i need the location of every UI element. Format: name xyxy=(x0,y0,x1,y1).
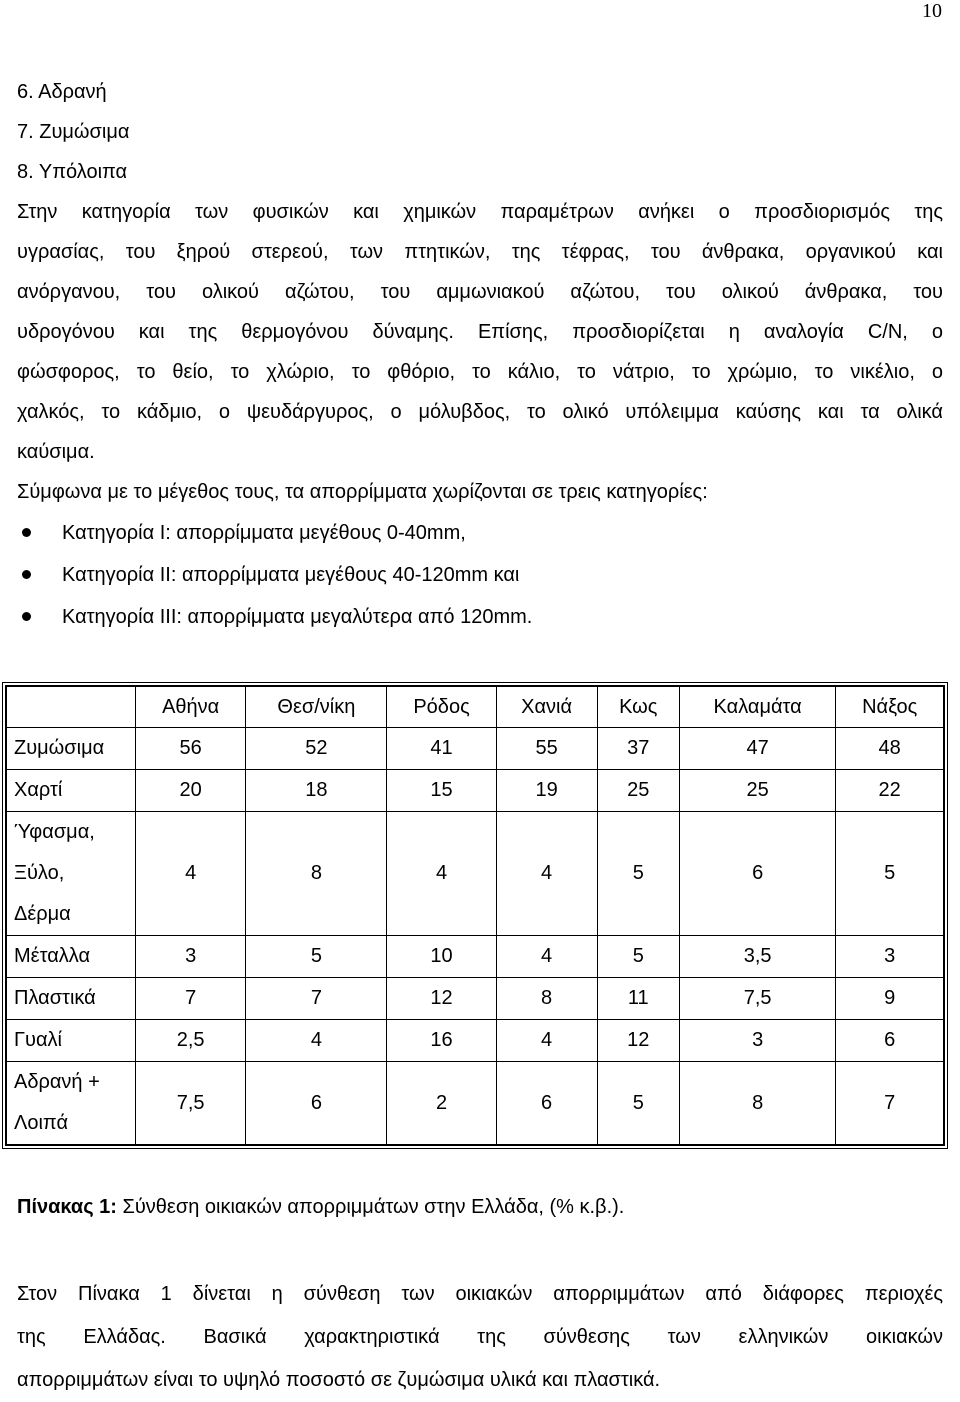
document-body xyxy=(17,72,943,638)
table-row xyxy=(6,770,944,812)
paragraph-line: υγρασίας, του ξηρού στερεού, των πτητικών, της τέφρας, του άνθρακα, οργανικού και xyxy=(17,241,943,263)
category-item xyxy=(17,512,943,554)
table-cell: 15 xyxy=(387,770,496,812)
row-label-line: Ύφασμα, xyxy=(14,821,95,843)
row-label xyxy=(6,770,136,812)
table-cell: 4 xyxy=(246,1020,387,1062)
category-text: Κατηγορία Ι: απορρίμματα μεγέθους 0-40mm, xyxy=(62,522,466,544)
table-cell: 12 xyxy=(597,1020,679,1062)
row-label-line: Ζυμώσιμα xyxy=(14,737,105,759)
row-label xyxy=(6,812,136,936)
paragraph-line: της Ελλάδας. Βασικά χαρακτηριστικά της σύνθεσης των ελληνικών οικιακών xyxy=(17,1326,943,1348)
paragraph-line: καύσιμα. xyxy=(17,441,95,463)
table-cell: 2 xyxy=(387,1062,496,1146)
category-item xyxy=(17,596,943,638)
table-cell: 47 xyxy=(679,728,835,770)
table-cell: 4 xyxy=(496,936,597,978)
list-item: 7. Ζυμώσιμα xyxy=(17,121,130,143)
table-cell: 3 xyxy=(836,936,944,978)
table-cell: 3 xyxy=(679,1020,835,1062)
table-cell: 22 xyxy=(836,770,944,812)
paragraph-line: υδρογόνου και της θερμογόνου δύναμης. Επίσης, προσδιορίζεται η αναλογία C/N, ο xyxy=(17,321,943,343)
row-label-line: Ξύλο, xyxy=(14,862,65,884)
row-label-line: Χαρτί xyxy=(14,779,63,801)
table-cell: 25 xyxy=(597,770,679,812)
table-cell: 8 xyxy=(496,978,597,1020)
table-caption xyxy=(17,1196,624,1219)
table-row xyxy=(6,1062,944,1146)
table-cell: 19 xyxy=(496,770,597,812)
table-cell: 6 xyxy=(246,1062,387,1146)
table-cell: 9 xyxy=(836,978,944,1020)
paragraph-size-intro: Σύμφωνα με το μέγεθος τους, τα απορρίμματα χωρίζονται σε τρεις κατηγορίες: xyxy=(17,481,708,503)
row-label-line: Πλαστικά xyxy=(14,987,96,1009)
bullet-icon xyxy=(22,612,31,621)
table-cell: 2,5 xyxy=(136,1020,246,1062)
table-cell: 5 xyxy=(836,812,944,936)
table-cell: 16 xyxy=(387,1020,496,1062)
table-cell: 5 xyxy=(597,812,679,936)
table-cell: 4 xyxy=(496,812,597,936)
table-cell: 56 xyxy=(136,728,246,770)
row-label xyxy=(6,728,136,770)
table-cell: 6 xyxy=(679,812,835,936)
paragraph-line: απορριμμάτων είναι το υψηλό ποσοστό σε ζυμώσιμα υλικά και πλαστικά. xyxy=(17,1369,661,1391)
row-label-line: Λοιπά xyxy=(14,1112,69,1134)
table-cell: 48 xyxy=(836,728,944,770)
table-cell: 4 xyxy=(387,812,496,936)
paragraph-parameters xyxy=(17,192,943,472)
caption-label: Πίνακας 1: xyxy=(17,1196,117,1218)
category-list xyxy=(17,512,943,638)
table-cell: 6 xyxy=(496,1062,597,1146)
row-label-line: Γυαλί xyxy=(14,1029,62,1051)
bullet-icon xyxy=(22,570,31,579)
table-cell: 7,5 xyxy=(136,1062,246,1146)
paragraph-line: ανόργανου, του ολικού αζώτου, του αμμωνιακού αζώτου, του ολικού άνθρακα, του xyxy=(17,281,943,303)
table-cell: 18 xyxy=(246,770,387,812)
column-header: Κως xyxy=(597,686,679,728)
category-text: Κατηγορία ΙΙΙ: απορρίμματα μεγαλύτερα από 120mm. xyxy=(62,606,533,628)
list-item: 6. Αδρανή xyxy=(17,81,107,103)
column-header: Θεσ/νίκη xyxy=(246,686,387,728)
list-item: 8. Υπόλοιπα xyxy=(17,161,128,183)
row-label xyxy=(6,936,136,978)
table-cell: 8 xyxy=(246,812,387,936)
table-cell: 37 xyxy=(597,728,679,770)
table-row xyxy=(6,1020,944,1062)
table-cell: 41 xyxy=(387,728,496,770)
row-label-line: Αδρανή + xyxy=(14,1071,100,1093)
column-header: Χανιά xyxy=(496,686,597,728)
table-header-row xyxy=(6,686,944,728)
table-cell: 5 xyxy=(597,936,679,978)
table-cell: 52 xyxy=(246,728,387,770)
table-cell: 5 xyxy=(246,936,387,978)
row-label xyxy=(6,978,136,1020)
row-label xyxy=(6,1062,136,1146)
table-row xyxy=(6,728,944,770)
composition-table xyxy=(5,685,945,1146)
bullet-icon xyxy=(22,528,31,537)
table-cell: 7 xyxy=(836,1062,944,1146)
paragraph-line: Στον Πίνακα 1 δίνεται η σύνθεση των οικιακών απορριμμάτων από διάφορες περιοχές xyxy=(17,1283,943,1305)
paragraph-line: φώσφορος, το θείο, το χλώριο, το φθόριο, το κάλιο, το νάτριο, το χρώμιο, το νικέλιο, ο xyxy=(17,361,943,383)
caption-text: Σύνθεση οικιακών απορριμμάτων στην Ελλάδα, (% κ.β.). xyxy=(116,1196,625,1218)
table-cell: 20 xyxy=(136,770,246,812)
table-cell: 10 xyxy=(387,936,496,978)
column-header: Νάξος xyxy=(836,686,944,728)
table-cell: 4 xyxy=(496,1020,597,1062)
table-corner-cell xyxy=(6,686,136,728)
category-text: Κατηγορία ΙΙ: απορρίμματα μεγέθους 40-120mm και xyxy=(62,564,520,586)
table-cell: 4 xyxy=(136,812,246,936)
table-cell: 8 xyxy=(679,1062,835,1146)
table-cell: 25 xyxy=(679,770,835,812)
table-row xyxy=(6,936,944,978)
table-cell: 12 xyxy=(387,978,496,1020)
paragraph-table-summary xyxy=(17,1273,943,1402)
column-header: Αθήνα xyxy=(136,686,246,728)
table-cell: 7 xyxy=(136,978,246,1020)
table-cell: 3 xyxy=(136,936,246,978)
row-label-line: Μέταλλα xyxy=(14,945,91,967)
paragraph-line: Στην κατηγορία των φυσικών και χημικών παραμέτρων ανήκει ο προσδιορισμός της xyxy=(17,201,943,223)
row-label-line: Δέρμα xyxy=(14,903,71,925)
table-cell: 7 xyxy=(246,978,387,1020)
table-cell: 55 xyxy=(496,728,597,770)
table-cell: 3,5 xyxy=(679,936,835,978)
table-cell: 5 xyxy=(597,1062,679,1146)
table-row xyxy=(6,978,944,1020)
column-header: Ρόδος xyxy=(387,686,496,728)
row-label xyxy=(6,1020,136,1062)
table-row xyxy=(6,812,944,936)
page-number: 10 xyxy=(922,0,942,22)
table-cell: 11 xyxy=(597,978,679,1020)
table-cell: 7,5 xyxy=(679,978,835,1020)
table-cell: 6 xyxy=(836,1020,944,1062)
paragraph-line: χαλκός, το κάδμιο, ο ψευδάργυρος, ο μόλυβδος, το ολικό υπόλειμμα καύσης και τα ολικά xyxy=(17,401,943,423)
category-item xyxy=(17,554,943,596)
column-header: Καλαμάτα xyxy=(679,686,835,728)
